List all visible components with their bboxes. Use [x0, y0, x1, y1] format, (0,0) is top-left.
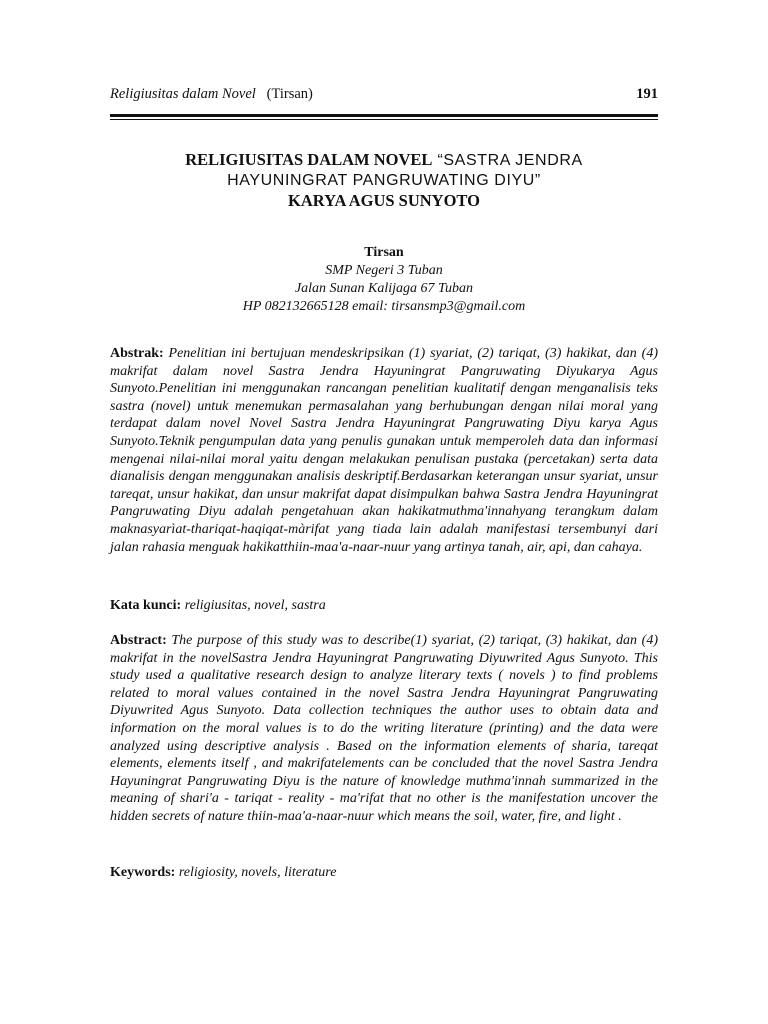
- keywords-paragraph: [110, 864, 658, 882]
- header-rule-thick: [110, 114, 658, 117]
- abstrak-paragraph: [110, 345, 658, 556]
- abstract-label: Abstract:: [110, 633, 167, 648]
- running-head-author: (Tirsan): [266, 86, 313, 102]
- header-rule-thin: [110, 119, 658, 120]
- kata-kunci-text: religiusitas, novel, sastra: [181, 598, 326, 613]
- author-name: Tirsan: [364, 245, 404, 260]
- author-block: [110, 244, 658, 316]
- page-number: 191: [636, 86, 658, 102]
- author-address: Jalan Sunan Kalijaga 67 Tuban: [294, 281, 474, 296]
- running-head: [110, 86, 658, 106]
- keywords-text: religiosity, novels, literature: [175, 865, 337, 880]
- abstract-text: The purpose of this study was to describe(1) syariat, (2) tariqat, (3) hakikat, dan (4) makrifat in the novelSastra Jendra Hayuningrat Pangruwating Diyuwrited Agus Sunyoto. This study used a qualitative research design to analyze literary texts ( novels ) to find problems related to moral values contained in the novel Sastra Jendra Hayuningrat Pangruwating Diyuwrited Agus Sunyoto. Data collection techniques the author uses to obtain data and information on the moral values is to do the writing literature (printing) and the data were analyzed using descriptive analysis . Based on the information elements of sharia, tareqat elements, elements itself , and makrifatelements can be concluded that the novel Sastra Jendra Hayuningrat Pangruwating Diyu is the nature of knowledge muthma'innah summarized in the meaning of shari'a - tariqat - reality - ma'rifat that no other is the manifestation uncover the hidden secrets of nature thiin-maa'a-naar-nuur which means the soil, water, fire, and light .: [110, 633, 658, 824]
- abstrak-text: Penelitian ini bertujuan mendeskripsikan (1) syariat, (2) tariqat, (3) hakikat, dan (4) makrifat dalam novel Sastra Jendra Hayuningrat Pangruwating Diyukarya Agus Sunyoto.Penelitian ini menggunakan rancangan penelitian kualitatif dengan menganalisis teks sastra (novel) untuk menemukan permasalahan yang berhubungan dengan nilai moral yang terdapat dalam novel Novel Sastra Jendra Hayuningrat Pangruwating Diyu karya Agus Sunyoto.Teknik pengumpulan data yang penulis gunakan untuk memperoleh data dan informasi mengenai nilai-nilai moral yaitu dengan melakukan penulisan pustaka (percetakan) serta data dianalisis dengan menggunakan analisis deskriptif.Berdasarkan keterangan unsur syariat, unsur tareqat, unsur hakikat, dan unsur makrifat dapat disimpulkan bahwa Sastra Jendra Hayuningrat Pangruwating Diyu adalah pengetahuan akan hakikatmuthma'innahyang terangkum dalam maknasyarìat-thariqat-haqiqat-màrifat yang tiada lain adalah manifestasi tersembunyi dari jalan rahasia menguak hakikatthiin-maa'a-naar-nuur yang artinya tanah, air, api, dan cahaya.: [110, 346, 658, 555]
- abstract-paragraph: [110, 632, 658, 826]
- article-title: [110, 150, 658, 211]
- keywords-label: Keywords:: [110, 865, 176, 880]
- kata-kunci-label: Kata kunci:: [110, 598, 182, 613]
- abstrak-label: Abstrak:: [110, 346, 164, 361]
- title-line-3: KARYA AGUS SUNYOTO: [288, 191, 480, 210]
- author-contact: HP 082132665128 email: tirsansmp3@gmail.com: [242, 299, 526, 314]
- kata-kunci-paragraph: [110, 597, 658, 615]
- author-affiliation: SMP Negeri 3 Tuban: [325, 263, 443, 278]
- title-line-2: HAYUNINGRAT PANGRUWATING DIYU”: [227, 172, 541, 189]
- running-head-journal-title: Religiusitas dalam Novel: [110, 86, 256, 102]
- title-line-1: RELIGIUSITAS DALAM NOVEL “SASTRA JENDRA: [185, 150, 583, 169]
